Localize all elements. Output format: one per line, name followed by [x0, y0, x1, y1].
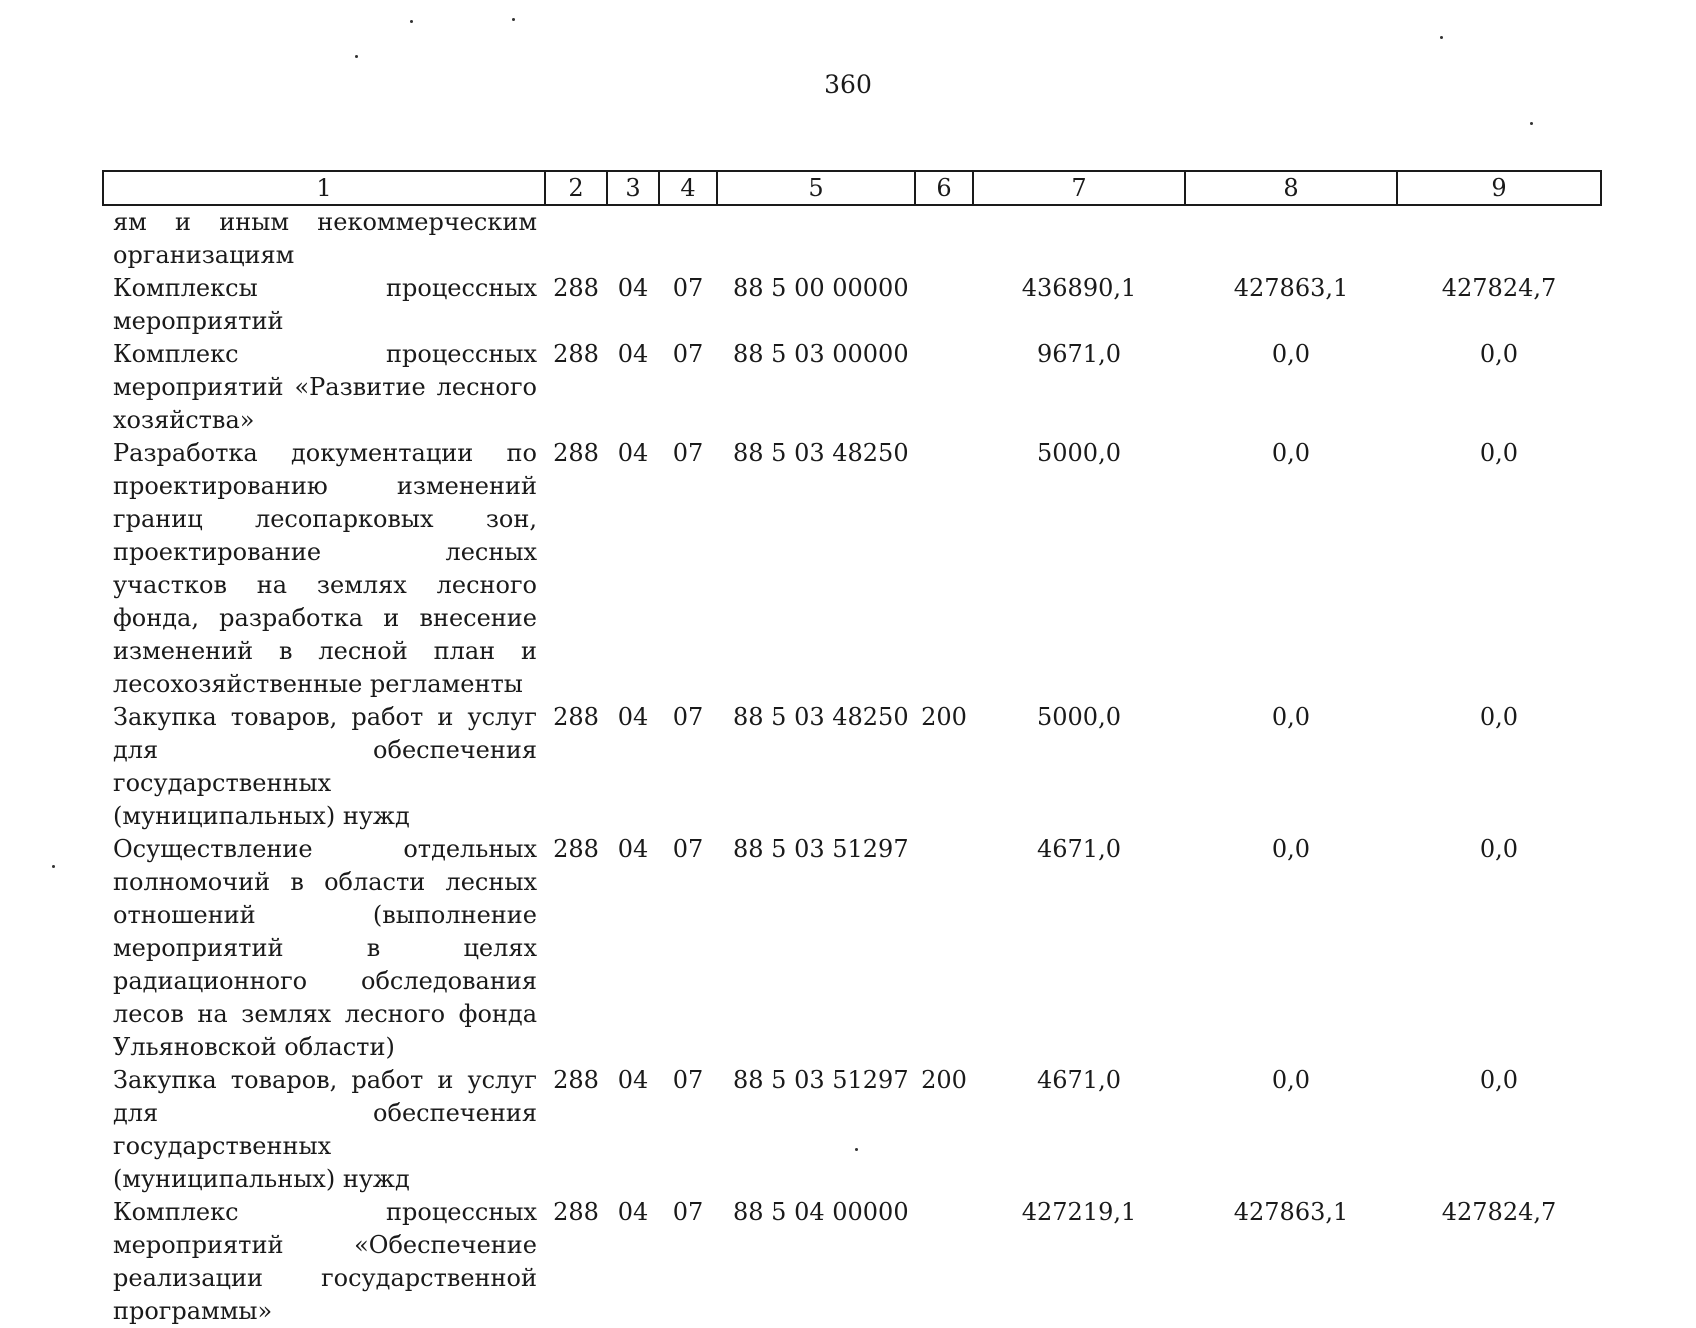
- cell-col-9: 427824,7: [1441, 274, 1557, 302]
- cell-col-3: 04: [617, 274, 649, 302]
- header-col-5: 5: [717, 171, 915, 205]
- scan-speck: [52, 865, 55, 868]
- cell-col-6: [915, 338, 973, 437]
- row-description: ям и иным некоммерческим организациям: [113, 208, 537, 269]
- cell-col-4: 07: [672, 835, 704, 863]
- cell-col-7: 4671,0: [1037, 835, 1121, 863]
- table-row: [103, 833, 1601, 1064]
- cell-col-5: 88 5 00 00000: [733, 274, 909, 302]
- budget-table: [102, 170, 1602, 1328]
- cell-col-7: 4671,0: [1037, 1066, 1121, 1094]
- cell-col-8: 0,0: [1271, 1066, 1311, 1094]
- cell-col-6: 200: [921, 1066, 967, 1094]
- cell-col-5: [717, 205, 915, 272]
- cell-col-3: 04: [617, 439, 649, 467]
- header-col-6: 6: [915, 171, 973, 205]
- cell-col-2: 288: [553, 274, 599, 302]
- scan-speck: [355, 55, 358, 58]
- cell-col-4: 07: [672, 340, 704, 368]
- row-description: Закупка товаров, работ и услуг для обеспечения государственных (муниципальных) нужд: [113, 1066, 537, 1193]
- cell-col-5: 88 5 03 51297: [733, 1066, 909, 1094]
- cell-col-2: 288: [553, 703, 599, 731]
- cell-col-7: 436890,1: [1021, 274, 1137, 302]
- cell-col-4: 07: [672, 703, 704, 731]
- cell-col-5: 88 5 03 48250: [733, 439, 909, 467]
- cell-col-9: 427824,7: [1441, 1198, 1557, 1226]
- cell-col-6: 200: [921, 703, 967, 731]
- table-row: [103, 701, 1601, 833]
- cell-col-8: 427863,1: [1233, 274, 1349, 302]
- table-body: [103, 205, 1601, 1328]
- table-row: [103, 272, 1601, 338]
- row-description: Комплекс процессных мероприятий «Развитие лесного хозяйства»: [113, 340, 537, 434]
- cell-col-3: 04: [617, 835, 649, 863]
- header-col-4: 4: [659, 171, 717, 205]
- cell-col-4: 07: [672, 439, 704, 467]
- table-row: [103, 437, 1601, 701]
- cell-col-9: 0,0: [1479, 703, 1519, 731]
- header-col-1: 1: [103, 171, 545, 205]
- row-description: Закупка товаров, работ и услуг для обеспечения государственных (муниципальных) нужд: [113, 703, 537, 830]
- scan-speck: [1530, 122, 1533, 125]
- cell-col-3: 04: [617, 703, 649, 731]
- cell-col-8: 0,0: [1271, 340, 1311, 368]
- table-row: [103, 205, 1601, 272]
- cell-col-2: 288: [553, 835, 599, 863]
- cell-col-2: 288: [553, 1198, 599, 1226]
- cell-col-7: 427219,1: [1021, 1198, 1137, 1226]
- cell-col-9: 0,0: [1479, 439, 1519, 467]
- cell-col-8: 427863,1: [1233, 1198, 1349, 1226]
- cell-col-7: [973, 205, 1185, 272]
- header-col-9: 9: [1397, 171, 1601, 205]
- cell-col-6: [915, 833, 973, 1064]
- header-col-3: 3: [607, 171, 659, 205]
- cell-col-6: [915, 437, 973, 701]
- cell-col-4: 07: [672, 1198, 704, 1226]
- row-description: Разработка документации по проектированию изменений границ лесопарковых зон, проектирование лесных участков на землях лесного фонда, разработка и внесение изменений в лесной план и лесохозяйственные регламенты: [113, 439, 537, 698]
- cell-col-7: 9671,0: [1037, 340, 1121, 368]
- table-row: [103, 1196, 1601, 1328]
- cell-col-9: 0,0: [1479, 1066, 1519, 1094]
- cell-col-5: 88 5 04 00000: [733, 1198, 909, 1226]
- cell-col-2: 288: [553, 1066, 599, 1094]
- cell-col-9: [1397, 205, 1601, 272]
- page-number: 360: [824, 70, 872, 99]
- cell-col-8: 0,0: [1271, 703, 1311, 731]
- cell-col-7: 5000,0: [1037, 439, 1121, 467]
- cell-col-8: [1185, 205, 1397, 272]
- row-description: Комплекс процессных мероприятий «Обеспечение реализации государственной программы»: [113, 1198, 537, 1325]
- table-row: [103, 1064, 1601, 1196]
- cell-col-7: 5000,0: [1037, 703, 1121, 731]
- scan-speck: [410, 20, 413, 23]
- cell-col-3: 04: [617, 340, 649, 368]
- scan-speck: [512, 18, 515, 21]
- cell-col-5: 88 5 03 51297: [733, 835, 909, 863]
- cell-col-3: 04: [617, 1066, 649, 1094]
- cell-col-9: 0,0: [1479, 340, 1519, 368]
- header-row: [103, 171, 1601, 205]
- cell-col-8: 0,0: [1271, 439, 1311, 467]
- cell-col-6: [915, 272, 973, 338]
- row-description: Комплексы процессных мероприятий: [113, 274, 537, 335]
- cell-col-9: 0,0: [1479, 835, 1519, 863]
- cell-col-8: 0,0: [1271, 835, 1311, 863]
- header-col-7: 7: [973, 171, 1185, 205]
- cell-col-4: 07: [672, 274, 704, 302]
- cell-col-3: 04: [617, 1198, 649, 1226]
- header-col-8: 8: [1185, 171, 1397, 205]
- scan-speck: [855, 1148, 858, 1151]
- header-col-2: 2: [545, 171, 607, 205]
- cell-col-2: 288: [553, 340, 599, 368]
- cell-col-2: 288: [553, 439, 599, 467]
- row-description: Осуществление отдельных полномочий в области лесных отношений (выполнение мероприятий в целях радиационного обследования лесов на землях лесного фонда Ульяновской области): [113, 835, 537, 1061]
- cell-col-4: [659, 205, 717, 272]
- cell-col-2: [545, 205, 607, 272]
- cell-col-5: 88 5 03 00000: [733, 340, 909, 368]
- scan-speck: [1440, 36, 1443, 39]
- cell-col-6: [915, 205, 973, 272]
- cell-col-3: [607, 205, 659, 272]
- table-row: [103, 338, 1601, 437]
- cell-col-4: 07: [672, 1066, 704, 1094]
- cell-col-6: [915, 1196, 973, 1328]
- cell-col-5: 88 5 03 48250: [733, 703, 909, 731]
